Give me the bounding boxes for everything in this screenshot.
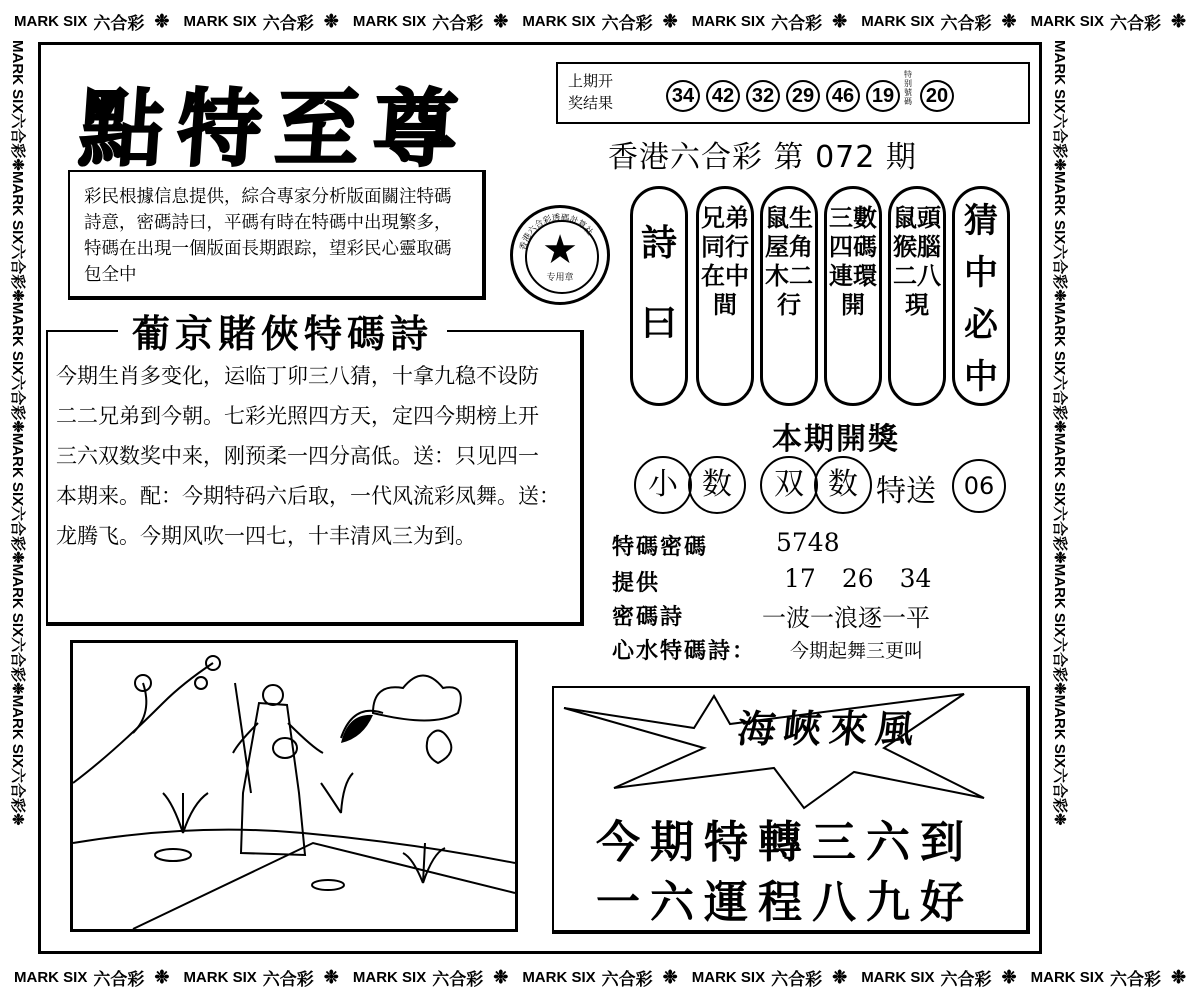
result-ball: 42 <box>706 80 740 112</box>
heart-poem-label: 心水特碼詩： <box>612 638 757 664</box>
poem-line: 三六双数奖中来，刚预柔一四分高低。送：只见四一 <box>56 444 539 468</box>
flower-icon: ❉ <box>9 813 27 826</box>
top-border <box>0 0 1186 42</box>
special-label: 特别號碼 <box>904 70 912 106</box>
issue-number: 香港六合彩 第 072 期 <box>608 140 917 175</box>
heart-poem-value: 今期起舞三更叫 <box>790 640 924 662</box>
secret-code-label: 特碼密碼 <box>612 534 709 560</box>
flower-icon: ❉ <box>154 966 170 987</box>
special-ball: 20 <box>920 80 954 112</box>
provide-label: 提供 <box>612 570 661 596</box>
border-unit: MARK SIX六合彩❉ <box>9 694 27 826</box>
flower-icon: ❉ <box>9 289 27 302</box>
border-unit: MARK SIX 六合彩 ❉ <box>1030 10 1186 33</box>
svg-text:香港六合彩透碼計算社: 香港六合彩透碼計算社 <box>517 212 596 252</box>
send-value: 06 <box>952 459 1006 513</box>
flower-icon: ❉ <box>1051 551 1069 564</box>
border-unit: MARK SIX六合彩❉ <box>9 40 27 171</box>
result-ball: 34 <box>666 80 700 112</box>
border-unit: MARK SIX六合彩❉ <box>9 563 27 695</box>
draw-heading: 本期開獎 <box>772 422 900 457</box>
previous-results <box>556 62 1030 124</box>
flower-icon: ❉ <box>154 10 170 31</box>
flower-icon: ❉ <box>1051 813 1069 826</box>
flower-icon: ❉ <box>323 966 339 987</box>
send-label: 特送 <box>876 474 936 509</box>
poem-line: 今期生肖多变化，运临丁卯三八猜，十拿九稳不设防 <box>56 364 539 388</box>
result-ball: 46 <box>826 80 860 112</box>
pill-verse: 兄弟同行在中間 <box>696 186 754 406</box>
bottom-border <box>0 956 1186 998</box>
border-unit: MARK SIX 六合彩 ❉ <box>14 10 170 33</box>
intro-box: 彩民根據信息提供，綜合專家分析版面關注特碼詩意，密碼詩曰，平碼有時在特碼中出現繁多，特碼在出現一個版面長期跟踪，望彩民心靈取碼包全中 <box>68 170 486 300</box>
flower-icon: ❉ <box>493 10 509 31</box>
pill-verse: 鼠頭猴腦二八現 <box>888 186 946 406</box>
border-unit: MARK SIX六合彩❉ <box>9 301 27 433</box>
pill-verse: 鼠生屋角木二行 <box>760 186 818 406</box>
stamp-tag: 专用章 <box>546 273 574 283</box>
scholar-drawing <box>73 643 515 929</box>
border-unit: MARK SIX六合彩❉ <box>1051 563 1069 695</box>
strait-wind-title: 海峽來風 <box>735 706 925 751</box>
flower-icon: ❉ <box>9 551 27 564</box>
scholar-illustration <box>70 640 518 932</box>
pill-guaranteed: 猜中必中 <box>952 186 1010 406</box>
draw-circle: 数 <box>814 456 872 514</box>
border-unit: MARK SIX 六合彩 ❉ <box>14 966 170 989</box>
result-ball: 19 <box>866 80 900 112</box>
poem-line: 本期来。配：今期特码六后取，一代风流彩凤舞。送： <box>56 484 560 508</box>
border-unit: MARK SIX 六合彩 ❉ <box>861 10 1017 33</box>
result-ball: 29 <box>786 80 820 112</box>
border-unit: MARK SIX 六合彩 ❉ <box>522 966 678 989</box>
border-unit: MARK SIX 六合彩 ❉ <box>861 966 1017 989</box>
flower-icon: ❉ <box>662 966 678 987</box>
flower-icon: ❉ <box>493 966 509 987</box>
poem-title: 葡京賭俠特碼詩 <box>118 303 447 358</box>
flower-icon: ❉ <box>9 420 27 433</box>
code-poem-label: 密碼詩 <box>612 604 685 630</box>
poem-line: 龙腾飞。今期风吹一四七，十丰清风三为到。 <box>56 524 476 548</box>
flower-icon: ❉ <box>9 682 27 695</box>
flower-icon: ❉ <box>1170 10 1186 31</box>
border-unit: MARK SIX 六合彩 ❉ <box>1030 966 1186 989</box>
border-unit: MARK SIX 六合彩 ❉ <box>183 10 339 33</box>
border-unit: MARK SIX 六合彩 ❉ <box>352 10 509 33</box>
flower-icon: ❉ <box>323 10 339 31</box>
flower-icon: ❉ <box>1051 682 1069 695</box>
flower-icon: ❉ <box>1001 966 1017 987</box>
border-unit: MARK SIX六合彩❉ <box>1051 170 1069 302</box>
flower-icon: ❉ <box>1051 289 1069 302</box>
border-unit: MARK SIX六合彩❉ <box>1051 301 1069 433</box>
flower-icon: ❉ <box>662 10 678 31</box>
strait-wind-line: 今期特轉三六到 <box>596 817 974 868</box>
border-unit: MARK SIX六合彩❉ <box>1051 432 1069 564</box>
official-stamp <box>510 205 610 305</box>
pill-shi-yue: 詩 曰 <box>630 186 688 406</box>
pill-verse: 三數四碼連環開 <box>824 186 882 406</box>
border-unit: MARK SIX 六合彩 ❉ <box>183 966 339 989</box>
left-border <box>2 40 36 958</box>
border-unit: MARK SIX六合彩❉ <box>1051 40 1069 171</box>
border-unit: MARK SIX六合彩❉ <box>9 170 27 302</box>
flower-icon: ❉ <box>832 10 848 31</box>
page-title: 點特至尊 <box>76 79 476 178</box>
flower-icon: ❉ <box>832 966 848 987</box>
result-ball: 32 <box>746 80 780 112</box>
border-unit: MARK SIX六合彩❉ <box>9 432 27 564</box>
border-unit: MARK SIX 六合彩 ❉ <box>691 966 848 989</box>
star-icon: ★ <box>542 227 578 273</box>
flower-icon: ❉ <box>1051 158 1069 171</box>
border-unit: MARK SIX 六合彩 ❉ <box>522 10 678 33</box>
border-unit: MARK SIX六合彩❉ <box>1051 694 1069 826</box>
draw-circle: 双 <box>760 456 818 514</box>
right-border <box>1044 40 1078 958</box>
flower-icon: ❉ <box>1001 10 1017 31</box>
flower-icon: ❉ <box>1051 420 1069 433</box>
flower-icon: ❉ <box>9 158 27 171</box>
poem-text <box>56 356 576 556</box>
draw-circle: 数 <box>688 456 746 514</box>
provide-values: 17 26 34 <box>784 564 932 593</box>
strait-wind-line: 一六運程八九好 <box>596 877 974 928</box>
results-label: 上期开 奖结果 <box>568 72 614 112</box>
border-unit: MARK SIX 六合彩 ❉ <box>691 10 848 33</box>
code-poem-value: 一波一浪逐一平 <box>762 604 930 632</box>
poem-line: 二二兄弟到今朝。七彩光照四方天，定四今期榜上开 <box>56 404 539 428</box>
secret-code-value: 5748 <box>776 528 840 557</box>
draw-circle: 小 <box>634 456 692 514</box>
flower-icon: ❉ <box>1170 966 1186 987</box>
border-unit: MARK SIX 六合彩 ❉ <box>352 966 509 989</box>
